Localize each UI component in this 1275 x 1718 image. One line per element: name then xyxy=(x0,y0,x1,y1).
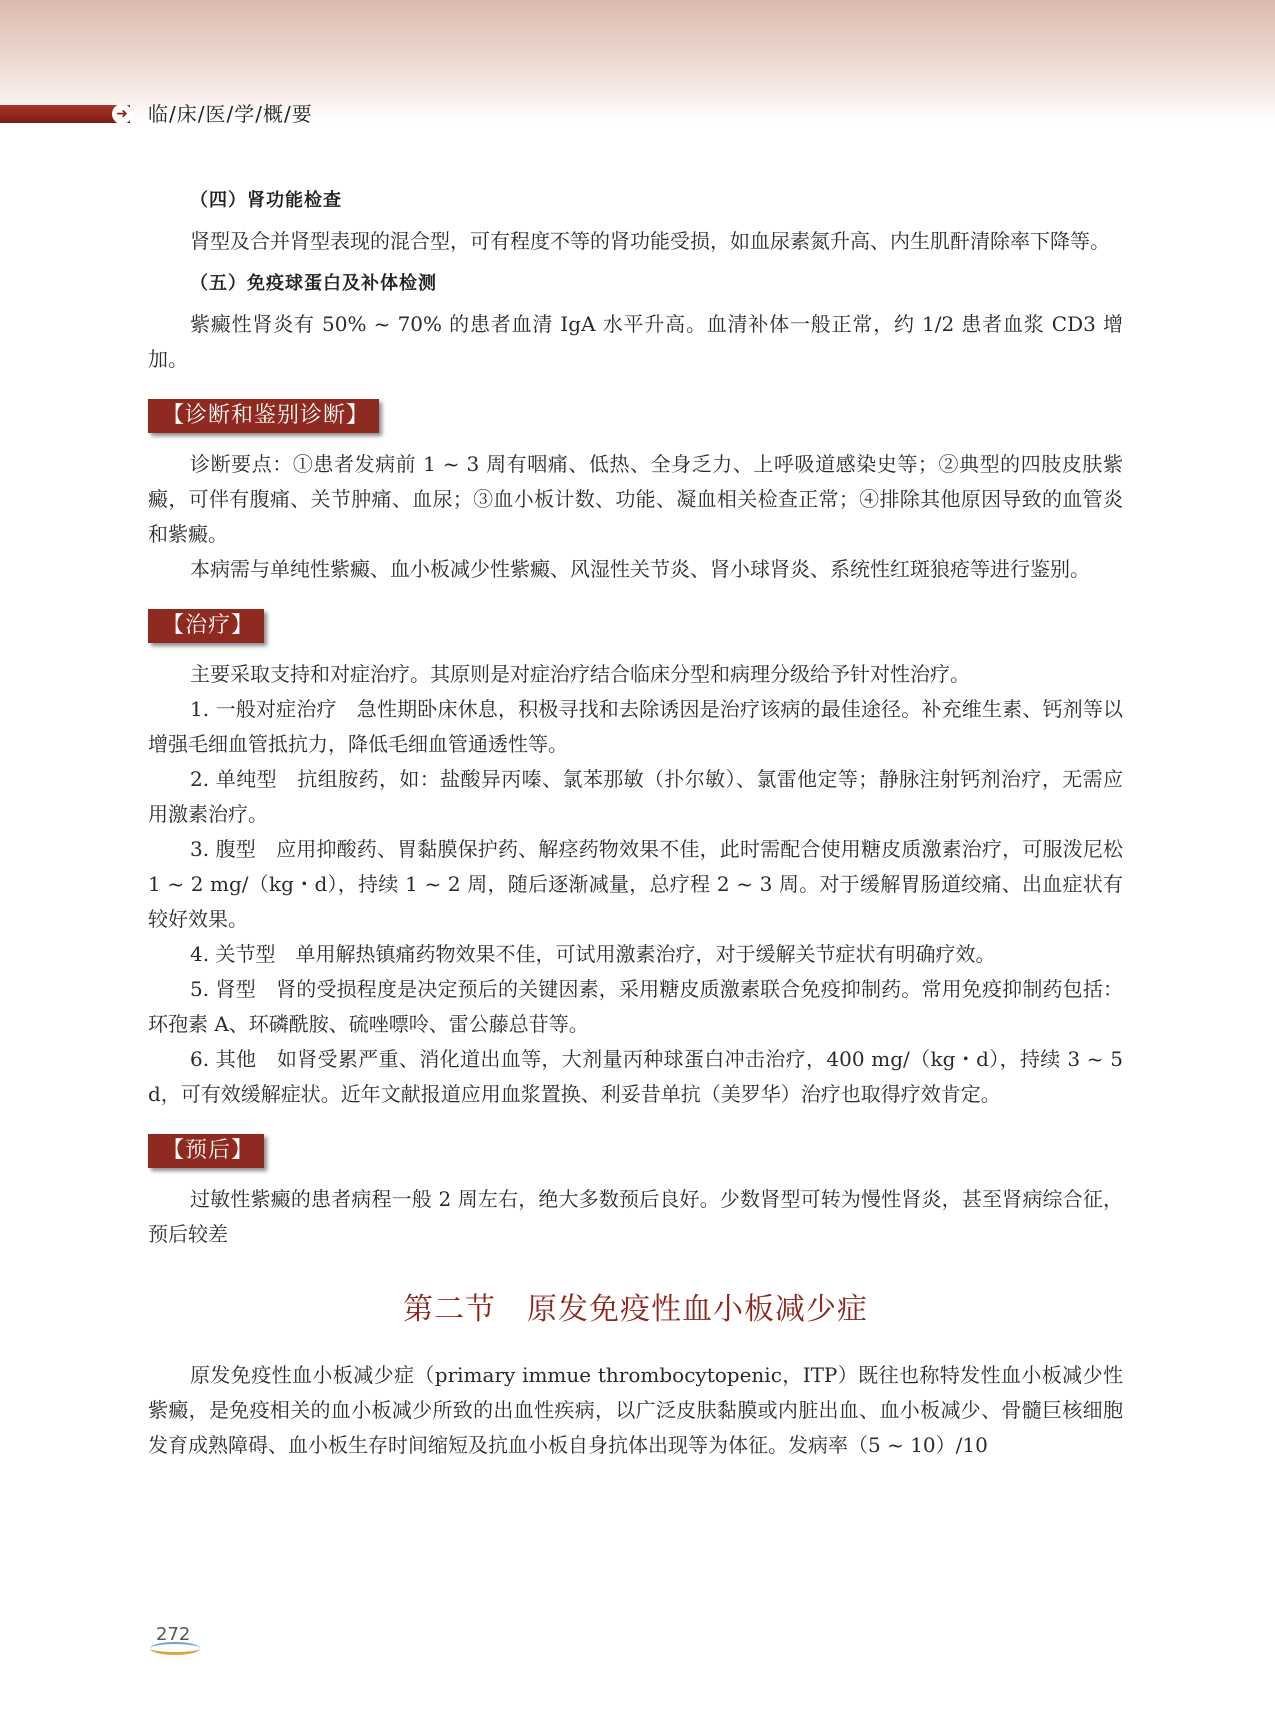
paragraph: 紫癜性肾炎有 50% ~ 70% 的患者血清 IgA 水平升高。血清补体一般正常，约 1/2 患者血浆 CD3 增加。 xyxy=(148,312,1123,371)
paragraph: 6. 其他 如肾受累严重、消化道出血等，大剂量丙种球蛋白冲击治疗，400 mg/（kg・d），持续 3 ~ 5 d，可有效缓解症状。近年文献报道应用血浆置换、利妥昔单抗（美罗华）治疗也取得疗效肯定。 xyxy=(148,1047,1123,1106)
section-tag: 【治疗】 xyxy=(148,609,264,643)
page-content xyxy=(148,188,1123,1463)
section-title: 第二节 原发免疫性血小板减少症 xyxy=(403,1292,868,1327)
paragraph: 2. 单纯型 抗组胺药，如：盐酸异丙嗪、氯苯那敏（扑尔敏）、氯雷他定等；静脉注射钙剂治疗，无需应用激素治疗。 xyxy=(148,767,1123,826)
paragraph: 肾型及合并肾型表现的混合型，可有程度不等的肾功能受损，如血尿素氮升高、内生肌酐清除率下降等。 xyxy=(190,229,1110,253)
page-number-text: 272 xyxy=(156,1624,191,1645)
page-number xyxy=(150,1624,204,1654)
sub-heading: （五）免疫球蛋白及补体检测 xyxy=(190,273,437,294)
section-tag: 【预后】 xyxy=(148,1134,264,1168)
paragraph: 3. 腹型 应用抑酸药、胃黏膜保护药、解痉药物效果不佳，此时需配合使用糖皮质激素治疗，可服泼尼松 1 ~ 2 mg/（kg・d），持续 1 ~ 2 周，随后逐渐减量，总疗程 2 ~ 3 周。对于缓解胃肠道绞痛、出血症状有较好效果。 xyxy=(148,837,1123,931)
spacer xyxy=(148,259,1123,271)
section-tag: 【诊断和鉴别诊断】 xyxy=(148,399,379,433)
paragraph: 本病需与单纯性紫癜、血小板减少性紫癜、风湿性关节炎、肾小球肾炎、系统性红斑狼疮等进行鉴别。 xyxy=(190,557,1090,581)
arrow-right-circle-icon: ➜ xyxy=(112,104,132,124)
section-tag-row xyxy=(148,587,1123,657)
section-tag-row xyxy=(148,377,1123,447)
paragraph: 过敏性紫癜的患者病程一般 2 周左右，绝大多数预后良好。少数肾型可转为慢性肾炎，甚至肾病综合征，预后较差 xyxy=(148,1187,1123,1246)
running-head-bar xyxy=(0,105,130,123)
paragraph: 1. 一般对症治疗 急性期卧床休息，积极寻找和去除诱因是治疗该病的最佳途径。补充维生素、钙剂等以增强毛细血管抵抗力，降低毛细血管通透性等。 xyxy=(148,697,1123,756)
paragraph: 诊断要点：①患者发病前 1 ~ 3 周有咽痛、低热、全身乏力、上呼吸道感染史等；②典型的四肢皮肤紫癜，可伴有腹痛、关节肿痛、血尿；③血小板计数、功能、凝血相关检查正常；④排除其他原因导致的血管炎和紫癜。 xyxy=(148,452,1123,546)
sub-heading: （四）肾功能检查 xyxy=(190,190,342,211)
running-head xyxy=(0,102,1275,126)
paragraph: 主要采取支持和对症治疗。其原则是对症治疗结合临床分型和病理分级给予针对性治疗。 xyxy=(190,662,970,686)
page-number-swoosh-icon xyxy=(150,1642,200,1655)
section-tag-row xyxy=(148,1112,1123,1182)
paragraph: 原发免疫性血小板减少症（primary immue thrombocytopenic，ITP）既往也称特发性血小板减少性紫癜，是免疫相关的血小板减少所致的出血性疾病，以广泛皮肤黏膜或内脏出血、血小板减少、骨髓巨核细胞发育成熟障碍、血小板生存时间缩短及抗血小板自身抗体出现等为体征。发病率（5 ~ 10）/10 xyxy=(148,1363,1123,1457)
paragraph: 5. 肾型 肾的受损程度是决定预后的关键因素，采用糖皮质激素联合免疫抑制药。常用免疫抑制药包括：环孢素 A、环磷酰胺、硫唑嘌呤、雷公藤总苷等。 xyxy=(148,977,1123,1036)
book-title: 临/床/医/学/概/要 xyxy=(148,102,313,126)
paragraph: 4. 关节型 单用解热镇痛药物效果不佳，可试用激素治疗，对于缓解关节症状有明确疗效。 xyxy=(190,942,996,966)
